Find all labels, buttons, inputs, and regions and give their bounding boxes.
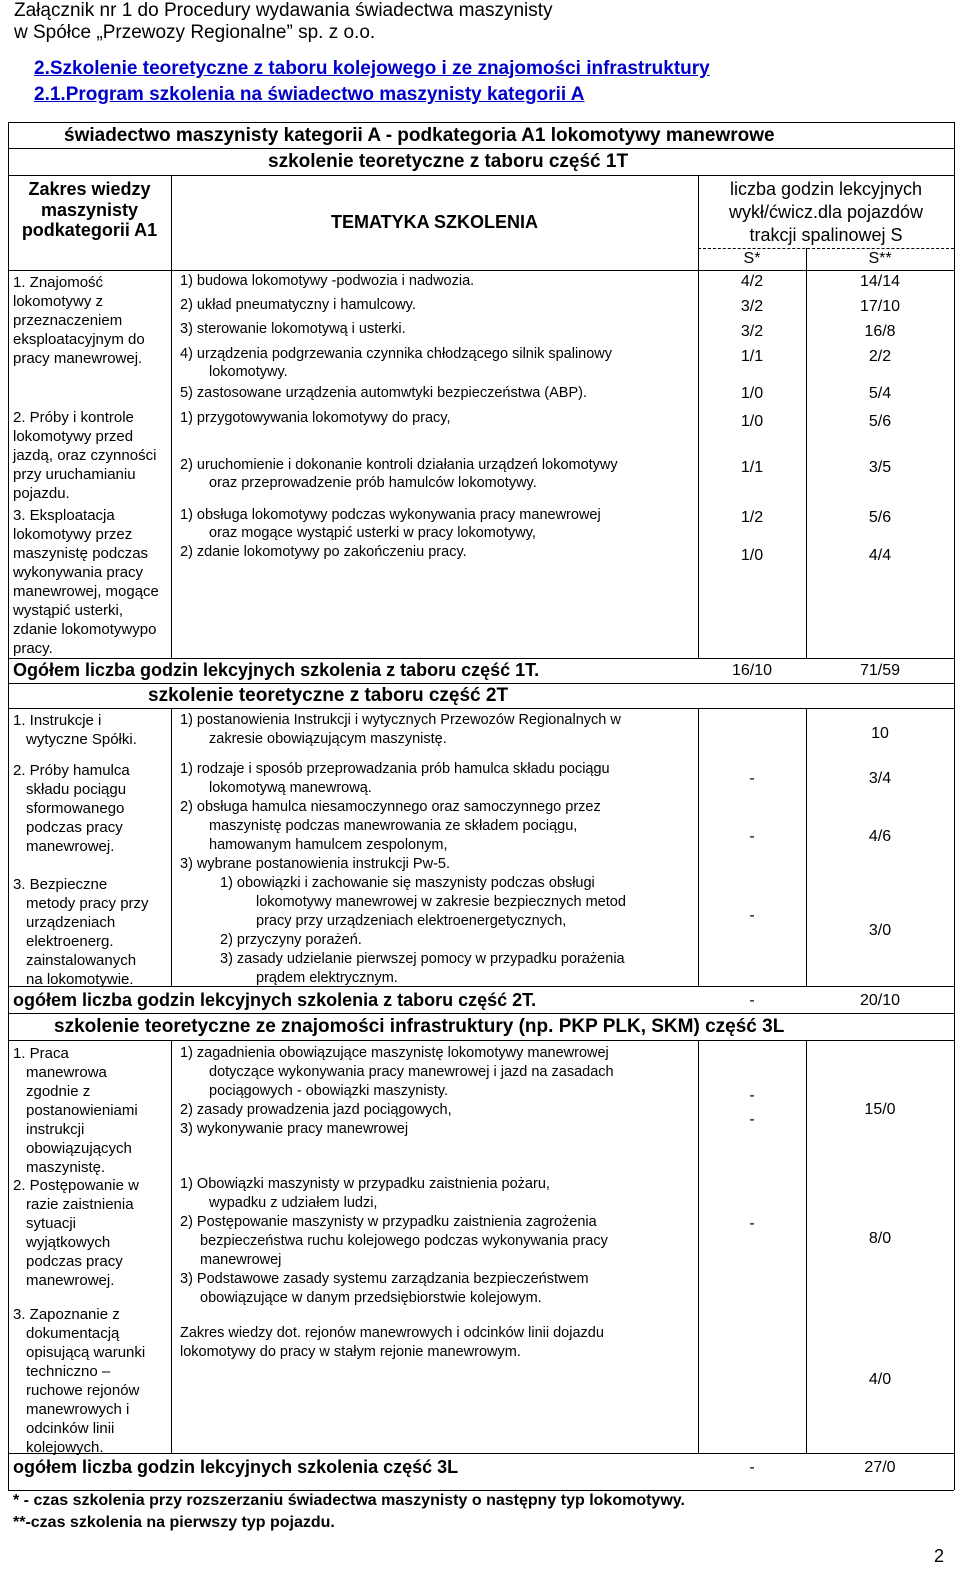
scope-item-3-3: 3. Zapoznanie z dokumentacją opisującą warunki techniczno – ruchowe rejonów manewrowych i odcinków linii kolejowych. (13, 1306, 146, 1456)
attachment-line-2: w Spółce „Przewozy Regionalne” sp. z o.o. (14, 22, 376, 43)
hours-s1: 1/0 (740, 413, 764, 430)
hours-s1: 3/2 (740, 298, 764, 315)
hours-s1: 1/0 (740, 547, 764, 564)
hours-s2: 3/4 (868, 770, 892, 787)
topic-block-3-3: Zakres wiedzy dot. rejonów manewrowych i odcinków linii dojazdu lokomotywy do pracy w stałym rejonie manewrowym. (180, 1325, 604, 1360)
hours-s2: 4/4 (868, 547, 892, 564)
hours-s2: 5/6 (868, 509, 892, 526)
part2-title: szkolenie teoretyczne z taboru część 2T (148, 685, 509, 706)
hours-s1: 1/1 (740, 348, 764, 365)
hours-s1: 4/2 (740, 273, 764, 290)
hours-s1: - (749, 907, 755, 924)
topic-row: 4) urządzenia podgrzewania czynnika chłodzącego silnik spalinowy lokomotywy. (180, 346, 613, 380)
scope-item-2-2: 2. Próby hamulca składu pociągu sformowanego podczas pracy manewrowej. (13, 762, 130, 855)
hours-header: liczba godzin lekcyjnych wykł/ćwicz.dla pojazdów trakcji spalinowej S (728, 179, 924, 246)
hours-s1: - (749, 1111, 755, 1128)
hours-s2: 3/0 (868, 922, 892, 939)
scope-item-2-3: 3. Bezpieczne metody pracy przy urządzeniach elektroenerg. zainstalowanych na lokomotywie. (13, 876, 149, 988)
footnote-double-star: **-czas szkolenia na pierwszy typ pojazdu. (13, 1514, 335, 1531)
hours-s2: 2/2 (868, 348, 892, 365)
part1-title: szkolenie teoretyczne z taboru część 1T (268, 151, 629, 172)
topics-header: TEMATYKA SZKOLENIA (331, 212, 538, 232)
hours-s1: 1/0 (740, 385, 764, 402)
scope-item-1: 1. Znajomość lokomotywy z przeznaczeniem eksploatacyjnym do pracy manewrowej. (13, 274, 145, 367)
topic-row: 1) przygotowywania lokomotywy do pracy, (180, 410, 451, 426)
knowledge-scope-header: Zakres wiedzy maszynisty podkategorii A1 (21, 179, 158, 241)
part3-total-label: ogółem liczba godzin lekcyjnych szkolenia część 3L (13, 1457, 459, 1477)
scope-item-2: 2. Próby i kontrole lokomotywy przed jazdą, oraz czynności przy uruchamianiu pojazdu. (13, 409, 157, 502)
hours-s1: 1/2 (740, 509, 764, 526)
subsection-title: 2.1.Program szkolenia na świadectwo maszynisty kategorii A (34, 84, 585, 105)
hours-s2: 5/4 (868, 385, 892, 402)
hours-s1: - (749, 1087, 755, 1104)
s-star-header: S* (743, 250, 761, 267)
part1-total-s2: 71/59 (859, 662, 901, 679)
part3-title: szkolenie teoretyczne ze znajomości infrastruktury (np. PKP PLK, SKM) część 3L (54, 1016, 785, 1037)
table-title: świadectwo maszynisty kategorii A - podkategoria A1 lokomotywy manewrowe (64, 125, 775, 146)
s-double-star-header: S** (868, 250, 892, 267)
topic-row: 2) zdanie lokomotywy po zakończeniu pracy. (180, 544, 467, 560)
hours-s2: 4/6 (868, 828, 892, 845)
topic-row: 1) budowa lokomotywy -podwozia i nadwozia. (180, 273, 475, 289)
topic-block-3-1: 1) zagadnienia obowiązujące maszynistę lokomotywy manewrowej dotyczące wykonywania pracy manewrowej i jazd na zasadach pociągowych - obowiązki maszynisty. 2) zasady prowadzenia jazd pociągowych, 3) wykonywanie pracy manewrowej (180, 1045, 614, 1137)
topic-block-3-2: 1) Obowiązki maszynisty w przypadku zaistnienia pożaru, wypadku z udziałem ludzi, 2) Postępowanie maszynisty w przypadku zaistnienia zagrożenia bezpieczeństwa ruchu kolejowego podczas wykonywania pracy manewrowej 3) Podstawowe zasady systemu zarządzania bezpieczeństwem obowiązujące w danym przedsiębiorstwie kolejowym. (180, 1176, 608, 1306)
hours-s2: 10 (871, 725, 889, 742)
hours-s1: 3/2 (740, 323, 764, 340)
part2-total-s1: - (749, 992, 755, 1009)
part1-total-s1: 16/10 (731, 662, 773, 679)
scope-item-3: 3. Eksploatacja lokomotywy przez maszynistę podczas wykonywania pracy manewrowej, mogące wystąpić usterki, zdanie lokomotywypo pracy. (13, 507, 159, 657)
scope-item-2-1: 1. Instrukcje i wytyczne Spółki. (13, 712, 137, 748)
hours-s1: - (749, 770, 755, 787)
part3-total-s1: - (749, 1459, 755, 1476)
part1-total-label: Ogółem liczba godzin lekcyjnych szkolenia z taboru część 1T. (13, 660, 540, 680)
scope-item-3-1: 1. Praca manewrowa zgodnie z postanowieniami instrukcji obowiązujących maszynistę. (13, 1045, 138, 1176)
topic-row: 3) sterowanie lokomotywą i usterki. (180, 321, 406, 337)
hours-s2: 4/0 (868, 1371, 892, 1388)
hours-s2: 16/8 (864, 323, 896, 340)
footnote-single-star: * - czas szkolenia przy rozszerzaniu świadectwa maszynisty o następny typ lokomotywy. (13, 1492, 685, 1509)
attachment-line-1: Załącznik nr 1 do Procedury wydawania świadectwa maszynisty (14, 0, 553, 21)
hours-s1: - (749, 1215, 755, 1232)
hours-s2: 8/0 (868, 1230, 892, 1247)
topic-block-2-1: 1) postanowienia Instrukcji i wytycznych Przewozów Regionalnych w zakresie obowiązującym maszynistę. (180, 712, 621, 747)
page-number: 2 (934, 1546, 945, 1566)
section-title: 2.Szkolenie teoretyczne z taboru kolejowego i ze znajomości infrastruktury (34, 58, 710, 79)
topic-row: 2) układ pneumatyczny i hamulcowy. (180, 297, 416, 313)
hours-s2: 15/0 (864, 1101, 896, 1118)
part2-total-label: ogółem liczba godzin lekcyjnych szkolenia z taboru część 2T. (13, 990, 537, 1010)
topic-row: 1) obsługa lokomotywy podczas wykonywania pracy manewrowej oraz mogące wystąpić usterki w pracy lokomotywy, (180, 507, 601, 541)
scope-item-3-2: 2. Postępowanie w razie zaistnienia sytuacji wyjątkowych podczas pracy manewrowej. (13, 1177, 139, 1289)
topic-block-2-2: 1) rodzaje i sposób przeprowadzania prób hamulca składu pociągu lokomotywą manewrową. 2) obsługa hamulca niesamoczynnego oraz samoczynnego przez maszynistę podczas manewrowania ze składem pociągu, hamowanym hamulcem zespolonym, 3) wybrane postanowienia instrukcji Pw-5. (180, 761, 610, 872)
hours-s1: - (749, 828, 755, 845)
topic-block-2-3: 1) obowiązki i zachowanie się maszynisty podczas obsługi lokomotywy manewrowej w zakresie bezpiecznych metod pracy przy urządzeniach elektroenergetycznych, 2) przyczyny porażeń. 3) zasady udzielanie pierwszej pomocy w przypadku porażenia prądem elektrycznym. (220, 875, 626, 986)
hours-s2: 14/14 (859, 273, 901, 290)
hours-s1: 1/1 (740, 459, 764, 476)
hours-s2: 3/5 (868, 459, 892, 476)
part3-total-s2: 27/0 (864, 1459, 896, 1476)
topic-row: 5) zastosowane urządzenia automwtyki bezpieczeństwa (ABP). (180, 385, 587, 401)
part2-total-s2: 20/10 (859, 992, 901, 1009)
hours-s2: 5/6 (868, 413, 892, 430)
hours-s2: 17/10 (859, 298, 901, 315)
topic-row: 2) uruchomienie i dokonanie kontroli działania urządzeń lokomotywy oraz przeprowadzenie prób hamulców lokomotywy. (180, 457, 618, 491)
